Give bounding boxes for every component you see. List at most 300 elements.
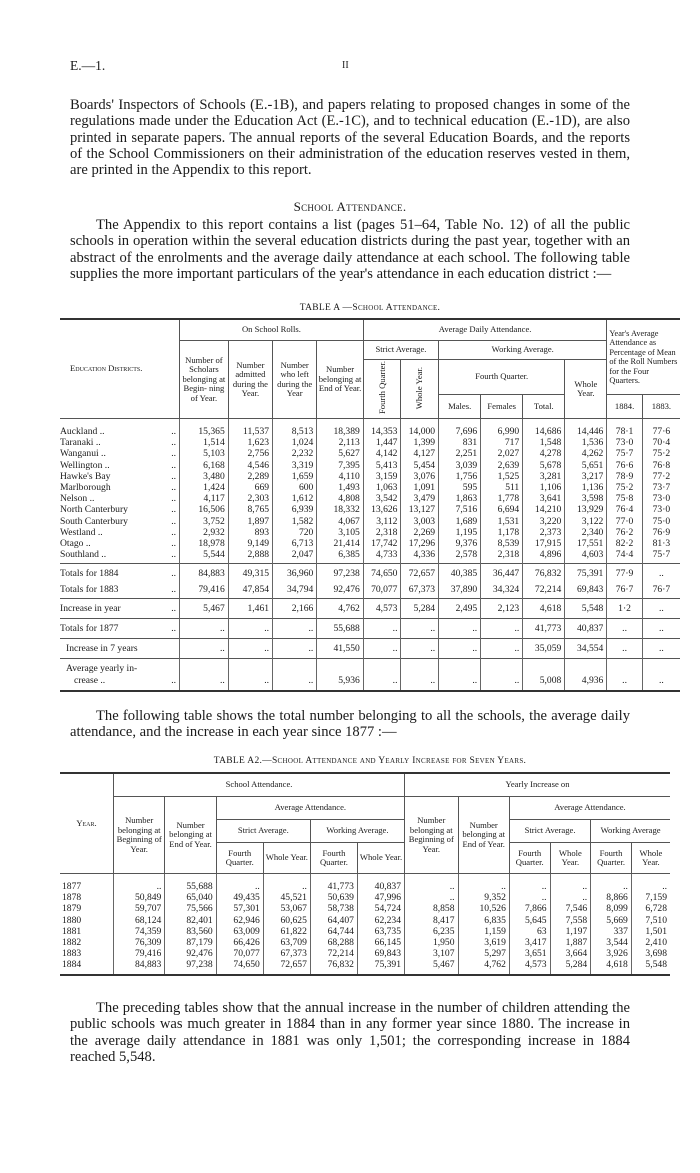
cell-p1883: 81·3	[642, 538, 680, 549]
district-name: Wanganui .. ..	[60, 448, 180, 459]
cell-p1884: 76·4	[607, 504, 642, 515]
cell-strict-q4: 70,077	[216, 948, 263, 959]
header-inc-number-begin: Number belonging at Beginning of Year.	[405, 797, 459, 874]
cell-males: 1,756	[439, 471, 481, 482]
cell-total: 5,678	[523, 460, 565, 471]
cell-total: 4,896	[523, 549, 565, 564]
header-working-whole-year: Whole Year.	[357, 843, 404, 874]
cell-males: 2,495	[439, 598, 481, 618]
cell-females: 1,178	[481, 527, 523, 538]
header-number-left: Number who left during the Year	[273, 341, 317, 419]
table-a-caption-prefix: TABLE A —	[299, 303, 353, 313]
cell-whole-year: 4,262	[565, 448, 607, 459]
table-row	[60, 437, 680, 448]
cell-p1883: 76·7	[642, 584, 680, 599]
cell-admitted: ..	[228, 639, 272, 659]
cell-begin: 5,467	[180, 598, 229, 618]
cell-inc-end: 10,526	[458, 903, 509, 914]
header-males: Males.	[439, 395, 481, 419]
cell-working-year: 69,843	[357, 948, 404, 959]
header-working-fourth-quarter: Fourth Quarter.	[310, 843, 357, 874]
header-number-begin: Number belonging at Beginning of Year.	[114, 797, 165, 874]
cell-whole-year: 17,551	[565, 538, 607, 549]
district-name: Totals for 1877 ..	[60, 619, 180, 639]
cell-strict-year: 67,373	[263, 948, 310, 959]
cell-strict-q4: ..	[363, 659, 401, 691]
district-name: Otago .. ..	[60, 538, 180, 549]
cell-inc-working-q4: 3,926	[591, 948, 632, 959]
cell-admitted: 669	[228, 482, 272, 493]
cell-inc-end: 6,835	[458, 915, 509, 926]
cell-whole-year: 5,548	[565, 598, 607, 618]
cell-p1883: 75·0	[642, 516, 680, 527]
cell-strict-q4: 2,318	[363, 527, 401, 538]
cell-inc-strict-q4: 3,417	[509, 937, 550, 948]
cell-strict-q4: 4,142	[363, 448, 401, 459]
cell-end: 3,105	[317, 527, 364, 538]
district-name: North Canterbury ..	[60, 504, 180, 515]
cell-inc-begin: 5,467	[405, 959, 459, 974]
cell-end: 97,238	[317, 564, 364, 584]
cell-admitted: 1,623	[228, 437, 272, 448]
cell-left: 600	[273, 482, 317, 493]
cell-p1883: 70·4	[642, 437, 680, 448]
cell-males: 595	[439, 482, 481, 493]
cell-year: 1883	[60, 948, 114, 959]
cell-whole-year: 13,929	[565, 504, 607, 515]
header-on-school-rolls: On School Rolls.	[180, 319, 364, 341]
cell-left: 34,794	[273, 584, 317, 599]
cell-males: ..	[439, 659, 481, 691]
cell-end: 1,493	[317, 482, 364, 493]
cell-inc-working-year: 7,510	[631, 915, 670, 926]
cell-strict-year: ..	[401, 639, 439, 659]
table-row	[60, 564, 680, 584]
header-yearly-increase-on: Yearly Increase on	[405, 773, 670, 797]
cell-strict-q4: 63,009	[216, 926, 263, 937]
cell-end: 82,401	[165, 915, 216, 926]
cell-strict-q4: ..	[363, 639, 401, 659]
cell-males: 7,516	[439, 504, 481, 515]
section-paragraph: The Appendix to this report contains a list (pages 51–64, Table No. 12) of all the public schools in operation within the several education districts during the past year, together with an abstract of the enrolments and the average daily attendance at each school. The following table supplies the more important particulars of the year's attendance in each education district :—	[70, 217, 630, 282]
cell-inc-end: 3,619	[458, 937, 509, 948]
district-name: Marlborough ..	[60, 482, 180, 493]
district-name: Southland .. ..	[60, 549, 180, 564]
cell-begin: ..	[114, 874, 165, 893]
cell-admitted: 8,765	[228, 504, 272, 515]
cell-admitted: 1,461	[228, 598, 272, 618]
cell-p1884: 82·2	[607, 538, 642, 549]
cell-inc-strict-q4: 63	[509, 926, 550, 937]
cell-year: 1881	[60, 926, 114, 937]
header-year: Year.	[60, 773, 114, 874]
district-name: Taranaki .. ..	[60, 437, 180, 448]
cell-inc-strict-q4: 4,573	[509, 959, 550, 974]
cell-begin: 2,932	[180, 527, 229, 538]
header-strict-fourth-quarter: Fourth Quarter.	[363, 360, 401, 419]
cell-whole-year: 2,340	[565, 527, 607, 538]
cell-strict-year: 3,076	[401, 471, 439, 482]
cell-left: 2,166	[273, 598, 317, 618]
cell-end: 75,566	[165, 903, 216, 914]
cell-inc-begin: ..	[405, 874, 459, 893]
cell-males: 3,039	[439, 460, 481, 471]
cell-end: 55,688	[317, 619, 364, 639]
cell-inc-end: 4,762	[458, 959, 509, 974]
cell-p1884: 76·7	[607, 584, 642, 599]
cell-inc-begin: 1,950	[405, 937, 459, 948]
cell-p1883: ..	[642, 639, 680, 659]
cell-p1884: 73·0	[607, 437, 642, 448]
cell-begin: 59,707	[114, 903, 165, 914]
cell-admitted: 47,854	[228, 584, 272, 599]
cell-p1884: 75·8	[607, 493, 642, 504]
cell-total: 5,008	[523, 659, 565, 691]
cell-p1884: 1·2	[607, 598, 642, 618]
cell-end: 21,414	[317, 538, 364, 549]
cell-strict-q4: ..	[216, 874, 263, 893]
table-row	[60, 538, 680, 549]
cell-begin: 15,365	[180, 419, 229, 438]
header-number-begin: Number of Scholars belonging at Begin- ning of Year.	[180, 341, 229, 419]
cell-inc-working-q4: 4,618	[591, 959, 632, 974]
cell-left: 2,047	[273, 549, 317, 564]
cell-p1883: 76·9	[642, 527, 680, 538]
cell-strict-q4: 1,063	[363, 482, 401, 493]
cell-admitted: 2,303	[228, 493, 272, 504]
cell-total: 3,641	[523, 493, 565, 504]
cell-working-year: 47,996	[357, 892, 404, 903]
cell-strict-year: 53,067	[263, 903, 310, 914]
cell-begin: 4,117	[180, 493, 229, 504]
cell-begin: 3,480	[180, 471, 229, 482]
header-inc-working-fourth-quarter: Fourth Quarter.	[591, 843, 632, 874]
cell-strict-year: 5,284	[401, 598, 439, 618]
cell-inc-begin: 8,417	[405, 915, 459, 926]
cell-females: 8,539	[481, 538, 523, 549]
cell-left: ..	[273, 619, 317, 639]
cell-females: 2,027	[481, 448, 523, 459]
cell-working-q4: 68,288	[310, 937, 357, 948]
cell-strict-q4: 74,650	[216, 959, 263, 974]
cell-end: 4,067	[317, 516, 364, 527]
cell-begin: 6,168	[180, 460, 229, 471]
cell-left: 1,024	[273, 437, 317, 448]
cell-inc-strict-q4: 3,651	[509, 948, 550, 959]
table-row	[60, 460, 680, 471]
cell-inc-working-year: ..	[631, 874, 670, 893]
section-heading: School Attendance.	[293, 199, 407, 214]
cell-strict-q4: ..	[363, 619, 401, 639]
cell-year: 1880	[60, 915, 114, 926]
cell-whole-year: 3,217	[565, 471, 607, 482]
cell-females: 6,694	[481, 504, 523, 515]
cell-p1884: 75·7	[607, 448, 642, 459]
header-1884: 1884.	[607, 395, 642, 419]
cell-strict-q4: 1,447	[363, 437, 401, 448]
cell-strict-q4: 57,301	[216, 903, 263, 914]
cell-end: 55,688	[165, 874, 216, 893]
cell-males: 40,385	[439, 564, 481, 584]
table-a2-body	[60, 874, 670, 975]
cell-p1883: 73·0	[642, 504, 680, 515]
cell-females: 511	[481, 482, 523, 493]
header-strict-whole-year: Whole Year.	[401, 360, 439, 419]
table-row	[60, 482, 680, 493]
cell-inc-strict-q4: ..	[509, 874, 550, 893]
cell-begin: 16,506	[180, 504, 229, 515]
table-row	[60, 493, 680, 504]
cell-begin: 74,359	[114, 926, 165, 937]
cell-p1884: 76·2	[607, 527, 642, 538]
cell-inc-working-year: 1,501	[631, 926, 670, 937]
cell-admitted: ..	[228, 659, 272, 691]
cell-strict-year: 3,479	[401, 493, 439, 504]
cell-left: ..	[273, 659, 317, 691]
cell-inc-working-year: 7,159	[631, 892, 670, 903]
cell-p1883: 73·0	[642, 493, 680, 504]
cell-begin: 79,416	[114, 948, 165, 959]
cell-whole-year: 4,936	[565, 659, 607, 691]
cell-females: 1,778	[481, 493, 523, 504]
table-row	[60, 549, 680, 564]
cell-p1884: ..	[607, 639, 642, 659]
cell-end: 4,762	[317, 598, 364, 618]
cell-begin: 50,849	[114, 892, 165, 903]
district-name: Westland .. ..	[60, 527, 180, 538]
cell-working-q4: 72,214	[310, 948, 357, 959]
cell-total: 3,281	[523, 471, 565, 482]
cell-end: 65,040	[165, 892, 216, 903]
table-row	[60, 527, 680, 538]
cell-strict-year: 72,657	[401, 564, 439, 584]
cell-males: 2,251	[439, 448, 481, 459]
cell-p1884: 75·2	[607, 482, 642, 493]
cell-strict-q4: 70,077	[363, 584, 401, 599]
cell-working-year: 75,391	[357, 959, 404, 974]
cell-working-q4: 41,773	[310, 874, 357, 893]
cell-p1884: 78·1	[607, 419, 642, 438]
cell-females: 2,639	[481, 460, 523, 471]
cell-admitted: 2,756	[228, 448, 272, 459]
cell-end: 92,476	[165, 948, 216, 959]
cell-inc-end: 9,352	[458, 892, 509, 903]
table-row	[60, 948, 670, 959]
cell-females: 34,324	[481, 584, 523, 599]
table-row	[60, 419, 680, 438]
cell-p1883: ..	[642, 564, 680, 584]
header-strict-fourth-quarter: Fourth Quarter.	[216, 843, 263, 874]
cell-begin: 3,752	[180, 516, 229, 527]
cell-end: 2,113	[317, 437, 364, 448]
cell-inc-strict-year: 3,664	[550, 948, 591, 959]
cell-begin: ..	[180, 639, 229, 659]
cell-inc-working-year: 3,698	[631, 948, 670, 959]
table-a2-caption	[60, 756, 680, 766]
cell-inc-working-year: 5,548	[631, 959, 670, 974]
cell-total: 76,832	[523, 564, 565, 584]
cell-females: 2,123	[481, 598, 523, 618]
cell-whole-year: 1,536	[565, 437, 607, 448]
cell-p1883: 77·2	[642, 471, 680, 482]
cell-year: 1879	[60, 903, 114, 914]
cell-begin: 84,883	[180, 564, 229, 584]
cell-admitted: 2,289	[228, 471, 272, 482]
district-name: Wellington .. ..	[60, 460, 180, 471]
cell-admitted: 1,897	[228, 516, 272, 527]
cell-females: 717	[481, 437, 523, 448]
cell-admitted: 2,888	[228, 549, 272, 564]
table-row	[60, 471, 680, 482]
cell-strict-q4: 5,413	[363, 460, 401, 471]
header-fourth-quarter: Fourth Quarter.	[439, 360, 565, 395]
cell-inc-working-year: 2,410	[631, 937, 670, 948]
cell-strict-year: 1,091	[401, 482, 439, 493]
cell-strict-year: 72,657	[263, 959, 310, 974]
cell-total: 4,618	[523, 598, 565, 618]
header-working-average: Working Average.	[439, 341, 607, 360]
cell-inc-end: ..	[458, 874, 509, 893]
header-strict-whole-year: Whole Year.	[263, 843, 310, 874]
cell-year: 1884	[60, 959, 114, 974]
cell-year: 1877	[60, 874, 114, 893]
cell-begin: 18,978	[180, 538, 229, 549]
cell-admitted: 11,537	[228, 419, 272, 438]
cell-inc-begin: ..	[405, 892, 459, 903]
cell-left: 6,939	[273, 504, 317, 515]
table-a-caption-title: School Attendance.	[352, 303, 441, 313]
cell-left: 36,960	[273, 564, 317, 584]
cell-males: 831	[439, 437, 481, 448]
header-1883: 1883.	[642, 395, 680, 419]
cell-end: 92,476	[317, 584, 364, 599]
cell-males: 1,689	[439, 516, 481, 527]
cell-inc-strict-q4: 7,866	[509, 903, 550, 914]
cell-admitted: 893	[228, 527, 272, 538]
district-name: Auckland .. ..	[60, 419, 180, 438]
cell-whole-year: 4,603	[565, 549, 607, 564]
cell-inc-strict-q4: ..	[509, 892, 550, 903]
table-row	[60, 448, 680, 459]
cell-inc-working-q4: 5,669	[591, 915, 632, 926]
cell-end: 87,179	[165, 937, 216, 948]
cell-strict-q4: 49,435	[216, 892, 263, 903]
cell-strict-q4: 66,426	[216, 937, 263, 948]
cell-whole-year: 1,136	[565, 482, 607, 493]
cell-working-year: 66,145	[357, 937, 404, 948]
cell-whole-year: 34,554	[565, 639, 607, 659]
cell-p1884: 77·0	[607, 516, 642, 527]
header-inc-strict-average: Strict Average.	[509, 820, 590, 843]
table-row	[60, 516, 680, 527]
cell-left: 1,659	[273, 471, 317, 482]
cell-females: ..	[481, 639, 523, 659]
cell-p1884: 74·4	[607, 549, 642, 564]
cell-total: 2,373	[523, 527, 565, 538]
closing-paragraph: The preceding tables show that the annual increase in the number of children attending the public schools was much greater in 1884 than in any former year since 1880. The increase in the average daily attendance in 1881 was only 1,501; the corresponding increase in 1884 reached 5,548.	[70, 1000, 630, 1065]
cell-strict-year: 2,269	[401, 527, 439, 538]
cell-p1883: 76·8	[642, 460, 680, 471]
cell-year: 1878	[60, 892, 114, 903]
document-reference: E.—1.	[70, 58, 106, 73]
table-row	[60, 903, 670, 914]
cell-males: 1,863	[439, 493, 481, 504]
cell-inc-working-q4: 3,544	[591, 937, 632, 948]
cell-left: 3,319	[273, 460, 317, 471]
cell-strict-year: ..	[263, 874, 310, 893]
cell-strict-q4: 13,626	[363, 504, 401, 515]
cell-strict-q4: 14,353	[363, 419, 401, 438]
cell-admitted: 9,149	[228, 538, 272, 549]
table-a-school-attendance	[60, 318, 680, 692]
cell-begin: ..	[180, 619, 229, 639]
header-number-admitted: Number admitted during the Year.	[228, 341, 272, 419]
table-a-caption	[60, 303, 680, 313]
cell-year: 1882	[60, 937, 114, 948]
district-name: Average yearly in- crease .. ..	[60, 659, 180, 691]
cell-inc-working-q4: 337	[591, 926, 632, 937]
header-school-attendance: School Attendance.	[114, 773, 405, 797]
cell-p1884: ..	[607, 619, 642, 639]
cell-strict-year: 13,127	[401, 504, 439, 515]
cell-inc-working-year: 6,728	[631, 903, 670, 914]
cell-males: 1,195	[439, 527, 481, 538]
cell-males: 37,890	[439, 584, 481, 599]
cell-p1884: 78·9	[607, 471, 642, 482]
cell-inc-begin: 8,858	[405, 903, 459, 914]
district-name: Hawke's Bay ..	[60, 471, 180, 482]
cell-strict-year: 14,000	[401, 419, 439, 438]
cell-inc-working-q4: 8,866	[591, 892, 632, 903]
header-strict-average: Strict Average.	[363, 341, 438, 360]
cell-left: 6,713	[273, 538, 317, 549]
cell-strict-year: ..	[401, 619, 439, 639]
cell-males: ..	[439, 639, 481, 659]
cell-admitted: 4,546	[228, 460, 272, 471]
cell-working-q4: 76,832	[310, 959, 357, 974]
cell-inc-working-q4: 8,099	[591, 903, 632, 914]
header-education-districts: Education Districts.	[60, 319, 180, 419]
cell-end: 18,332	[317, 504, 364, 515]
cell-strict-year: 3,003	[401, 516, 439, 527]
cell-males: 2,578	[439, 549, 481, 564]
cell-begin: 5,544	[180, 549, 229, 564]
table-row	[60, 959, 670, 974]
cell-end: 5,627	[317, 448, 364, 459]
cell-whole-year: 3,598	[565, 493, 607, 504]
cell-p1883: ..	[642, 619, 680, 639]
cell-inc-strict-year: ..	[550, 874, 591, 893]
cell-strict-year: 67,373	[401, 584, 439, 599]
cell-inc-end: 1,159	[458, 926, 509, 937]
cell-strict-q4: 62,946	[216, 915, 263, 926]
cell-strict-year: 4,127	[401, 448, 439, 459]
cell-strict-q4: 4,733	[363, 549, 401, 564]
header-number-end: Number belonging at End of Year.	[317, 341, 364, 419]
cell-left: 2,232	[273, 448, 317, 459]
cell-working-year: 40,837	[357, 874, 404, 893]
cell-strict-year: 45,521	[263, 892, 310, 903]
table-a2-caption-prefix: TABLE A2.—	[213, 756, 272, 766]
table-row	[60, 926, 670, 937]
cell-left: ..	[273, 639, 317, 659]
cell-working-q4: 58,738	[310, 903, 357, 914]
cell-end: 41,550	[317, 639, 364, 659]
cell-strict-year: 61,822	[263, 926, 310, 937]
cell-working-year: 63,735	[357, 926, 404, 937]
cell-inc-strict-year: 5,284	[550, 959, 591, 974]
cell-p1883: ..	[642, 659, 680, 691]
